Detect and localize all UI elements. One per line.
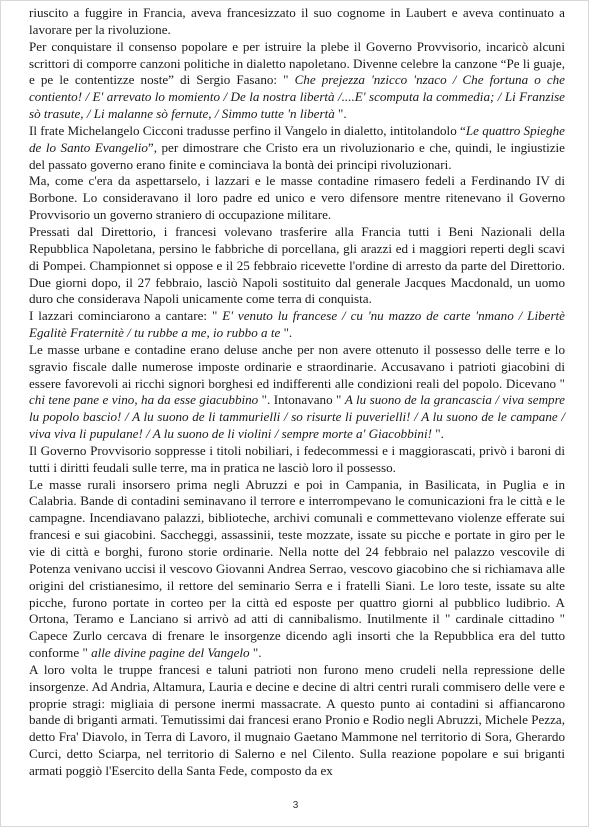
italic-quote: Che prejezza 'nzicco 'nzaco / Che fortuna o che contiento! / E' arrevato lo momiento / De la nostra libertà /....E' scomputa la commedia; / Li Franzise sò trasute, / Li malanne sò fernute, / Simmo tutte 'n libertà (29, 72, 565, 122)
italic-quote: A lu suono de la grancascia / viva sempre lu popolo bascio! / A lu suono de li tammurielli / so risurte li puverielli! / A lu suono de le campane / viva viva li pupulane! / A lu suono de li violini / sempre morte a' Giacobbini! (29, 392, 565, 442)
paragraph (29, 477, 565, 662)
text-run: Le masse urbane e contadine erano deluse anche per non avere ottenuto il possesso delle terre e lo sgravio fiscale dalle numerose imposte ordinarie e straordinarie. Accusavano i patrioti giacobini di essere favorevoli ai ricchi signori borghesi ed indifferenti alle condizioni reali del popolo. Dicevano " (29, 341, 565, 391)
text-run: ". (431, 426, 444, 442)
text-run: ”, per dimostrare che Cristo era un rivoluzionario e che, quindi, le ingiustizie del passato governo erano finite e cominciava la bontà dei principi rivoluzionari. (29, 139, 565, 172)
text-run: Ma, come c'era da aspettarselo, i lazzari e le masse contadine rimasero fedeli a Ferdinando IV di Borbone. Lo consideravano il loro padre ed unico e vero difensore mentre ritenevano il Governo Provvisorio un governo straniero di occupazione militare. (29, 173, 565, 223)
text-run: A loro volta le truppe francesi e taluni patrioti non furono meno crudeli nella repressione delle insorgenze. Ad Andria, Altamura, Lauria e decine e decine di altri centri rurali commisero delle vere e proprie stragi: migliaia di persone inermi massacrate. A questo punto ai contadini si affiancarono bande di briganti armati. Temutissimi dai francesi erano Pronio e Rodio negli Abruzzi, Michele Pezza, detto Fra' Diavolo, in Terra di Lavoro, il mugnaio Gaetano Mammone nel territorio di Sora, Gherardo Curci, detto Sciarpa, nel territorio di Salerno e nel Cilento. Sulla reazione popolare e sui briganti armati poggiò l'Esercito della Santa Fede, composto da ex (29, 661, 565, 778)
text-run: Il frate Michelangelo Cicconi tradusse perfino il Vangelo in dialetto, intitolandolo “ (29, 122, 466, 138)
italic-quote: Le quattro Spieghe de lo Santo Evangelio (29, 122, 565, 155)
paragraph (29, 662, 565, 780)
paragraph (29, 5, 565, 39)
text-run: I lazzari cominciarono a cantare: " (29, 308, 223, 324)
paragraph (29, 123, 565, 174)
text-run: ". (249, 645, 262, 661)
text-run: Pressati dal Direttorio, i francesi volevano trasferire alla Francia tutti i Beni Nazionali della Repubblica Napoletana, persino le fabbriche di porcellana, gli arazzi ed i maggiori reperti degli scavi di Pompei. Championnet si oppose e il 25 febbraio ricevette l'ordine di arresto da parte del Direttorio. Due giorni dopo, il 27 febbraio, lasciò Napoli sostituito dal generale Jacques Macdonald, un uomo duro che considerava Napoli unicamente come terra di conquista. (29, 223, 565, 307)
text-run: riuscito a fuggire in Francia, aveva francesizzato il suo cognome in Laubert e aveva continuato a lavorare per la rivoluzione. (29, 5, 565, 37)
italic-quote: alle divine pagine del Vangelo (91, 645, 250, 661)
paragraph (29, 342, 565, 443)
text-run: Le masse rurali insorsero prima negli Abruzzi e poi in Campania, in Basilicata, in Puglia e in Calabria. Bande di contadini seminavano il terrore e interrompevano le comunicazioni fra le città e le campagne. Incendiavano palazzi, biblioteche, archivi comunali e commettevano violenze efferate sui francesi e sui giacobini. Saccheggi, assassinii, teste mozzate, issate su picche e portate in giro per le vie di città e borghi, furono storie ordinarie. Nella notte del 24 febbraio nel palazzo vescovile di Potenza venivano uccisi il vescovo Giovanni Andrea Serrao, vescovo giacobino che si richiamava alle origini del cristianesimo, il rettore del seminario Serra e i fratelli Siani. Le loro teste, issate su alte picche, furono portate in corteo per la città ed esposte per quattro giorni al pubblico ludibrio. A Ortona, Teramo e Lanciano si arrivò ad atti di cannibalismo. Inutilmente il " cardinale cittadino " Capece Zurlo cercava di frenare le insorgenze dicendo agli insorti che la Repubblica era del tutto conforme " (29, 476, 565, 661)
text-run: ". (334, 106, 347, 122)
page-number: 3 (292, 800, 299, 811)
paragraph (29, 173, 565, 224)
paragraph (29, 443, 565, 477)
text-run: ". Intonavano " (258, 392, 345, 408)
text-run: Per conquistare il consenso popolare e per istruire la plebe il Governo Provvisorio, incaricò alcuni scrittori di comporre canzoni politiche in dialetto napoletano. Divenne celebre la canzone “Pe li guaje, e pe le contentizze noste” di Sergio Fasano: " (29, 38, 565, 88)
paragraph (29, 39, 565, 123)
document-body (29, 5, 565, 780)
paragraph (29, 224, 565, 308)
italic-quote: E' venuto lu francese / cu 'nu mazzo de carte 'nmano / Libertè Egalitè Fraternitè / tu rubbe a me, io rubbo a te (29, 308, 565, 341)
paragraph (29, 308, 565, 342)
text-run: ". (280, 325, 293, 341)
text-run: Il Governo Provvisorio soppresse i titoli nobiliari, i fedecommessi e i maggiorascati, privò i baroni di tutti i diritti feudali sulle terre, ma in pratica ne lasciò loro il possesso. (29, 442, 565, 475)
italic-quote: chi tene pane e vino, ha da esse giacubbino (29, 392, 259, 408)
